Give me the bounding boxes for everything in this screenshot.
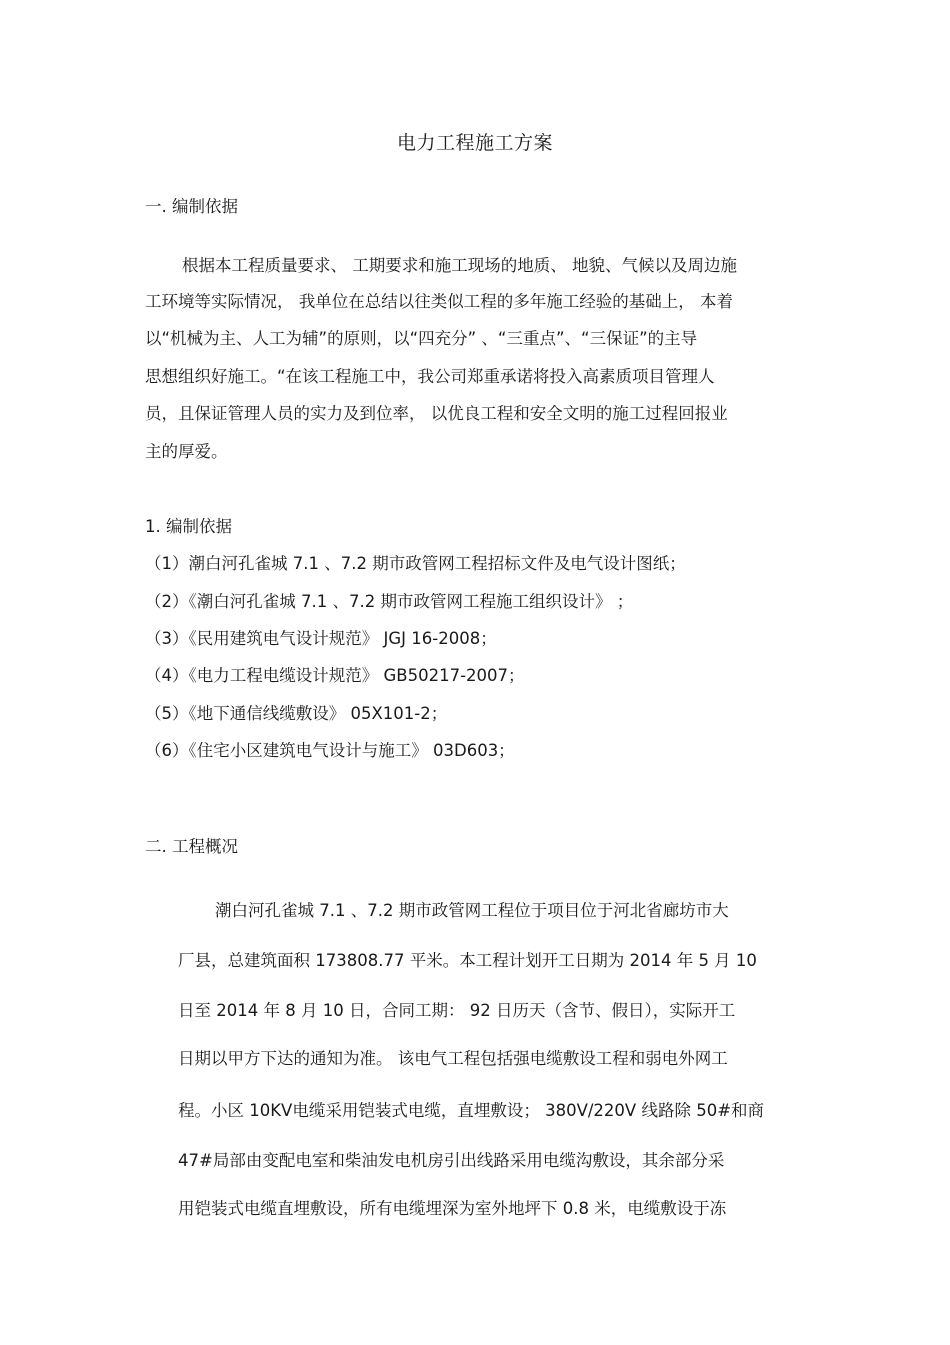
section-heading: 二. 工程概况 — [145, 837, 238, 856]
paragraph-line: 工环境等实际情况， 我单位在总结以往类似工程的多年施工经验的基础上， 本着 — [145, 292, 733, 311]
paragraph-line: 潮白河孔雀城 7.1 、7.2 期市政管网工程位于项目位于河北省廊坊市大 — [215, 901, 729, 920]
reference-item: （3）《民用建筑电气设计规范》 JGJ 16-2008； — [145, 629, 497, 648]
reference-item: （5）《地下通信线缆敷设》 05X101-2； — [145, 704, 448, 723]
reference-item: （1）潮白河孔雀城 7.1 、7.2 期市政管网工程招标文件及电气设计图纸； — [145, 554, 686, 573]
reference-item: （6）《住宅小区建筑电气设计与施工》 03D603； — [145, 741, 515, 760]
document-title: 电力工程施工方案 — [396, 132, 553, 154]
paragraph-line: 主的厚爱。 — [145, 442, 228, 461]
sub-heading: 1. 编制依据 — [145, 517, 232, 536]
reference-item: （2）《潮白河孔雀城 7.1 、7.2 期市政管网工程施工组织设计》 ； — [145, 592, 634, 611]
section-heading: 一. 编制依据 — [145, 197, 238, 216]
paragraph-line: 47#局部由变配电室和柴油发电机房引出线路采用电缆沟敷设，其余部分采 — [178, 1151, 725, 1170]
reference-item: （4）《电力工程电缆设计规范》 GB50217-2007； — [145, 666, 525, 685]
paragraph-line: 用铠装式电缆直埋敷设，所有电缆埋深为室外地坪下 0.8 米，电缆敷设于冻 — [178, 1199, 727, 1218]
paragraph-line: 员，且保证管理人员的实力及到位率， 以优良工程和安全文明的施工过程回报业 — [145, 404, 728, 423]
paragraph-line: 日期以甲方下达的通知为准。 该电气工程包括强电缆敷设工程和弱电外网工 — [178, 1049, 728, 1068]
paragraph-line: 根据本工程质量要求、 工期要求和施工现场的地质、 地貌、气候以及周边施 — [182, 256, 737, 275]
paragraph-line: 日至 2014 年 8 月 10 日，合同工期： 92 日历天（含节、假日），实际开工 — [178, 1001, 736, 1020]
paragraph-line: 程。小区 10KV电缆采用铠装式电缆，直埋敷设； 380V/220V 线路除 50#和商 — [178, 1101, 765, 1120]
paragraph-line: 思想组织好施工。“在该工程施工中，我公司郑重承诺将投入高素质项目管理人 — [145, 367, 715, 386]
paragraph-line: 以“机械为主、人工为辅”的原则，以“四充分” 、“三重点”、“三保证”的主导 — [145, 329, 698, 348]
paragraph-line: 厂县，总建筑面积 173808.77 平米。本工程计划开工日期为 2014 年 5 月 10 — [178, 951, 757, 970]
